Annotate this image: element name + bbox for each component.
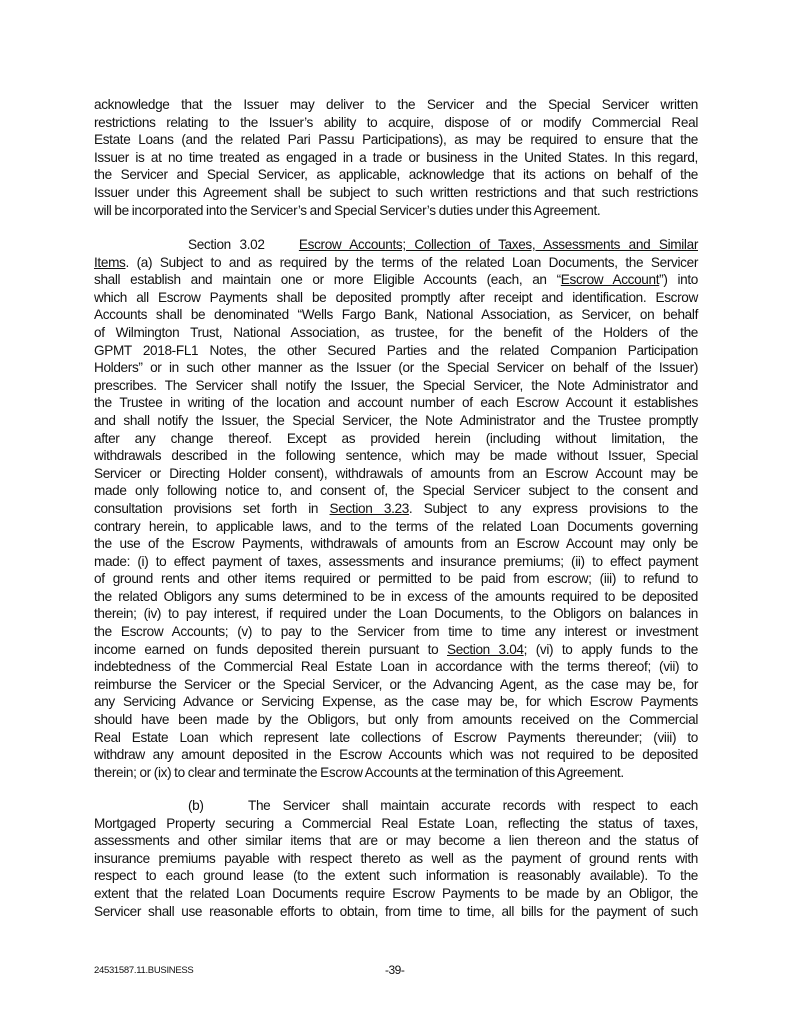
text-line: contrary herein, to applicable laws, and to the terms of the related Loan Documents governing [94, 518, 698, 534]
text-line: Real Estate Loan which represent late collections of Escrow Payments thereunder; (viii) to [94, 729, 698, 745]
cross-reference-section-3-23[interactable]: Section 3.23 [329, 500, 409, 516]
text-line: Items. (a) Subject to and as required by the terms of the related Loan Documents, the Servicer [94, 254, 698, 270]
text-line: (b) The Servicer shall maintain accurate records with respect to each [188, 798, 698, 813]
text-line: the Servicer and Special Servicer, as applicable, acknowledge that its actions on behalf of the [94, 167, 698, 183]
document-id-footer: 24531587.11.BUSINESS [94, 965, 194, 976]
text-line: made: (i) to effect payment of taxes, assessments and insurance premiums; (ii) to effect payment [94, 553, 698, 569]
text-line: prescribes. The Servicer shall notify the Issuer, the Special Servicer, the Note Administrator and [94, 377, 698, 393]
text-line: the use of the Escrow Payments, withdrawals of amounts from an Escrow Account may only be [94, 536, 698, 552]
text-line: GPMT 2018-FL1 Notes, the other Secured Parties and the related Companion Participation [94, 342, 698, 358]
section-heading-line [94, 236, 698, 254]
text-line: Issuer is at no time treated as engaged in a trade or business in the United States. In this regard, [94, 149, 698, 165]
text-line: made only following notice to, and consent of, the Special Servicer subject to the consent and [94, 483, 698, 499]
text-line: the Trustee in writing of the location and account number of each Escrow Account it establishes [94, 395, 698, 411]
text-line: after any change thereof. Except as provided herein (including without limitation, the [94, 430, 698, 446]
text-line: and shall notify the Issuer, the Special Servicer, the Note Administrator and the Trustee promptly [94, 412, 698, 428]
text-line: indebtedness of the Commercial Real Estate Loan in accordance with the terms thereof; (vii) to [94, 659, 698, 675]
text-line: should have been made by the Obligors, but only from amounts received on the Commercial [94, 712, 698, 728]
paragraph-issuer-restrictions [94, 96, 698, 219]
text-line: which all Escrow Payments shall be deposited promptly after receipt and identification. Escrow [94, 289, 698, 305]
paragraph-label: (b) [188, 798, 204, 813]
text-line: withdraw any amount deposited in the Escrow Accounts which was not required to be deposited [94, 747, 698, 763]
text-line: Mortgaged Property securing a Commercial Real Estate Loan, reflecting the status of taxes, [94, 815, 698, 831]
paragraph-b [94, 797, 698, 920]
text-line: therein; (iv) to pay interest, if required under the Loan Documents, to the Obligors on balances in [94, 606, 698, 622]
text-line: reimburse the Servicer or the Special Servicer, or the Advancing Agent, as the case may be, for [94, 676, 698, 692]
section-title-continued: Items [94, 254, 126, 270]
text-line: Holders” or in such other manner as the Issuer (or the Special Servicer on behalf of the Issuer) [94, 360, 698, 376]
cross-reference-section-3-04[interactable]: Section 3.04 [446, 641, 524, 657]
text-line: the related Obligors any sums determined to be in excess of the amounts required to be deposited [94, 588, 698, 604]
text-line: acknowledge that the Issuer may deliver to the Servicer and the Special Servicer written [94, 97, 698, 112]
text-line: Issuer under this Agreement shall be subject to such written restrictions and that such restrictions [94, 184, 698, 200]
section-3-02 [94, 236, 698, 781]
text-line: shall establish and maintain one or more Eligible Accounts (each, an “Escrow Account”) into [94, 272, 698, 288]
text-line: income earned on funds deposited therein pursuant to Section 3.04; (vi) to apply funds to the [94, 641, 698, 657]
text-line: therein; or (ix) to clear and terminate the Escrow Accounts at the termination of this Agreement. [94, 764, 624, 780]
text-line: withdrawals described in the following sentence, which may be made without Issuer, Special [94, 448, 698, 464]
text-line: will be incorporated into the Servicer’s and Special Servicer’s duties under this Agreement. [94, 202, 601, 218]
text-line: insurance premiums payable with respect thereto as well as the payment of ground rents with [94, 850, 698, 866]
text-line: restrictions relating to the Issuer’s ability to acquire, dispose of or modify Commercial Real [94, 114, 698, 130]
section-number: Section 3.02 [188, 237, 265, 252]
text-line: Accounts shall be denominated “Wells Fargo Bank, National Association, as Servicer, on behalf [94, 307, 698, 323]
text-line: respect to each ground lease (to the extent such information is reasonably available). To the [94, 868, 698, 884]
text-line: the Escrow Accounts; (v) to pay to the Servicer from time to time any interest or investment [94, 624, 698, 640]
text-line: Estate Loans (and the related Pari Passu Participations), as may be required to ensure that the [94, 132, 698, 148]
text-line: Servicer shall use reasonable efforts to obtain, from time to time, all bills for the payment of such [94, 903, 698, 919]
text-line: of Wilmington Trust, National Association, as trustee, for the benefit of the Holders of the [94, 324, 698, 340]
text-line: extent that the related Loan Documents require Escrow Payments to be made by an Obligor, the [94, 885, 698, 901]
text-line: consultation provisions set forth in Section 3.23. Subject to any express provisions to the [94, 500, 698, 516]
defined-term-escrow-account: Escrow Account [560, 272, 660, 288]
page-number: -39- [385, 963, 405, 977]
text-line: Servicer or Directing Holder consent), withdrawals of amounts from an Escrow Account may be [94, 465, 698, 481]
text-line: assessments and other similar items that are or may become a lien thereon and the status of [94, 833, 698, 849]
text-line: any Servicing Advance or Servicing Expense, as the case may be, for which Escrow Payments [94, 694, 698, 710]
text-line: of ground rents and other items required or permitted to be paid from escrow; (iii) to refund to [94, 571, 698, 587]
section-title: Escrow Accounts; Collection of Taxes, Assessments and Similar [298, 237, 698, 252]
